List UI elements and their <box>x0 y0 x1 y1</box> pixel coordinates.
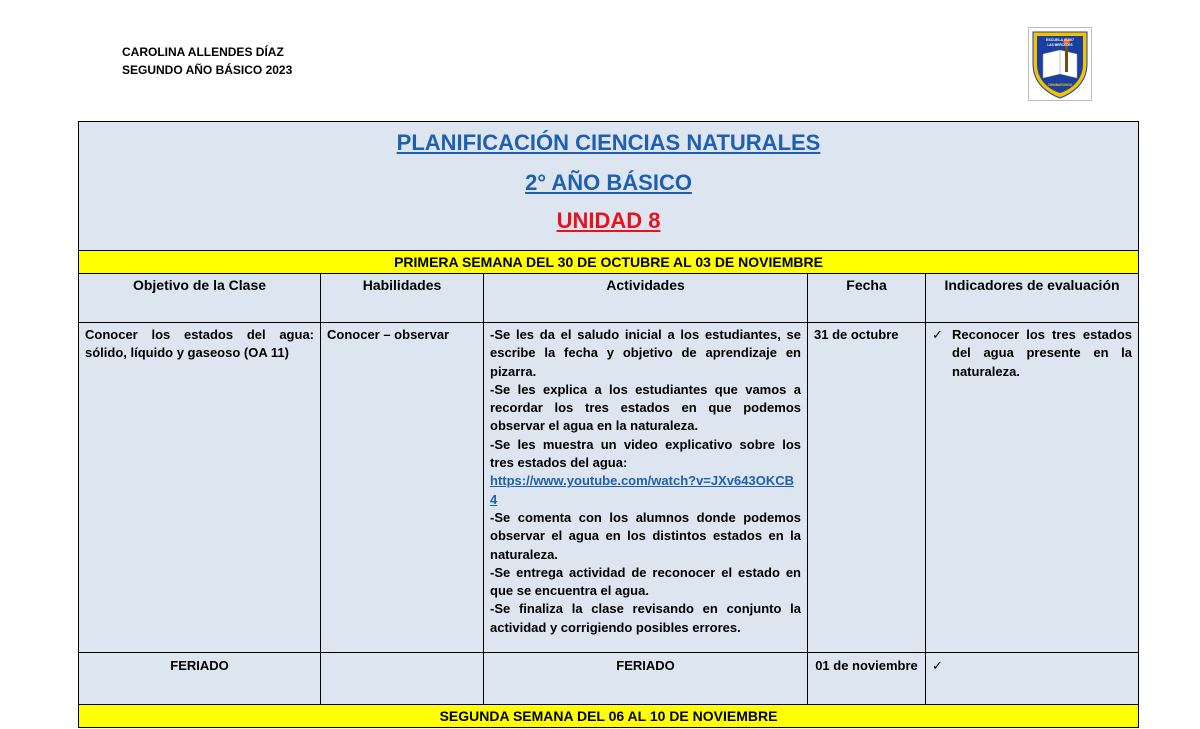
holiday-skills-cell <box>321 653 484 705</box>
grade-title: 2° AÑO BÁSICO <box>525 170 692 195</box>
indicators-cell <box>926 323 1139 653</box>
date-cell: 31 de octubre <box>808 323 926 653</box>
holiday-activities-cell: FERIADO <box>484 653 808 705</box>
school-logo <box>1028 27 1092 101</box>
holiday-date-cell: 01 de noviembre <box>808 653 926 705</box>
holiday-indicators-cell <box>926 653 1139 705</box>
header-cell <box>79 122 1139 251</box>
column-header-skills: Habilidades <box>321 274 484 323</box>
planning-table <box>78 121 1139 728</box>
column-header-indicators: Indicadores de evaluación <box>926 274 1139 323</box>
check-icon: ✓ <box>932 327 943 342</box>
activity-item: -Se les muestra un video explicativo sobre los tres estados del agua: <box>490 436 801 471</box>
activities-cell <box>484 323 808 653</box>
week1-banner: PRIMERA SEMANA DEL 30 DE OCTUBRE AL 03 DE NOVIEMBRE <box>79 251 1139 274</box>
logo-bottom-text: CHIMBARONGO <box>1047 83 1073 87</box>
activity-item: -Se entrega actividad de reconocer el estado en que se encuentra el agua. <box>490 564 801 599</box>
page-title: PLANIFICACIÓN CIENCIAS NATURALES <box>396 130 821 155</box>
week2-banner: SEGUNDA SEMANA DEL 06 AL 10 DE NOVIEMBRE <box>79 705 1139 728</box>
check-icon: ✓ <box>932 658 943 673</box>
column-header-activities: Actividades <box>484 274 808 323</box>
column-header-objective: Objetivo de la Clase <box>79 274 321 323</box>
activity-item: -Se les explica a los estudiantes que vamos a recordar los tres estados en que podemos observar el agua en la naturaleza. <box>490 381 801 434</box>
logo-top-text: ESCUELA G-507 <box>1045 38 1075 42</box>
logo-sub-text: LAS MERCEDES <box>1047 43 1073 47</box>
author-name: CAROLINA ALLENDES DÍAZ <box>122 45 284 59</box>
holiday-objective-cell: FERIADO <box>79 653 321 705</box>
author-course: SEGUNDO AÑO BÁSICO 2023 <box>122 63 293 77</box>
objective-cell: Conocer los estados del agua: sólido, líquido y gaseoso (OA 11) <box>79 323 321 653</box>
school-crest-icon <box>1029 28 1091 100</box>
activity-item: -Se comenta con los alumnos donde podemos observar el agua en los distintos estados en la naturaleza. <box>490 509 801 562</box>
activity-item: -Se finaliza la clase revisando en conjunto la actividad y corrigiendo posibles errores. <box>490 601 801 635</box>
video-link[interactable]: https://www.youtube.com/watch?v=JXv643OKCB4 <box>490 473 794 507</box>
author-block <box>122 43 292 79</box>
skills-cell: Conocer – observar <box>321 323 484 653</box>
unit-title: UNIDAD 8 <box>556 208 661 233</box>
column-header-date: Fecha <box>808 274 926 323</box>
activity-item: -Se les da el saludo inicial a los estudiantes, se escribe la fecha y objetivo de aprendizaje en pizarra. <box>490 327 801 379</box>
indicator-text: Reconocer los tres estados del agua presente en la naturaleza. <box>952 327 1133 379</box>
